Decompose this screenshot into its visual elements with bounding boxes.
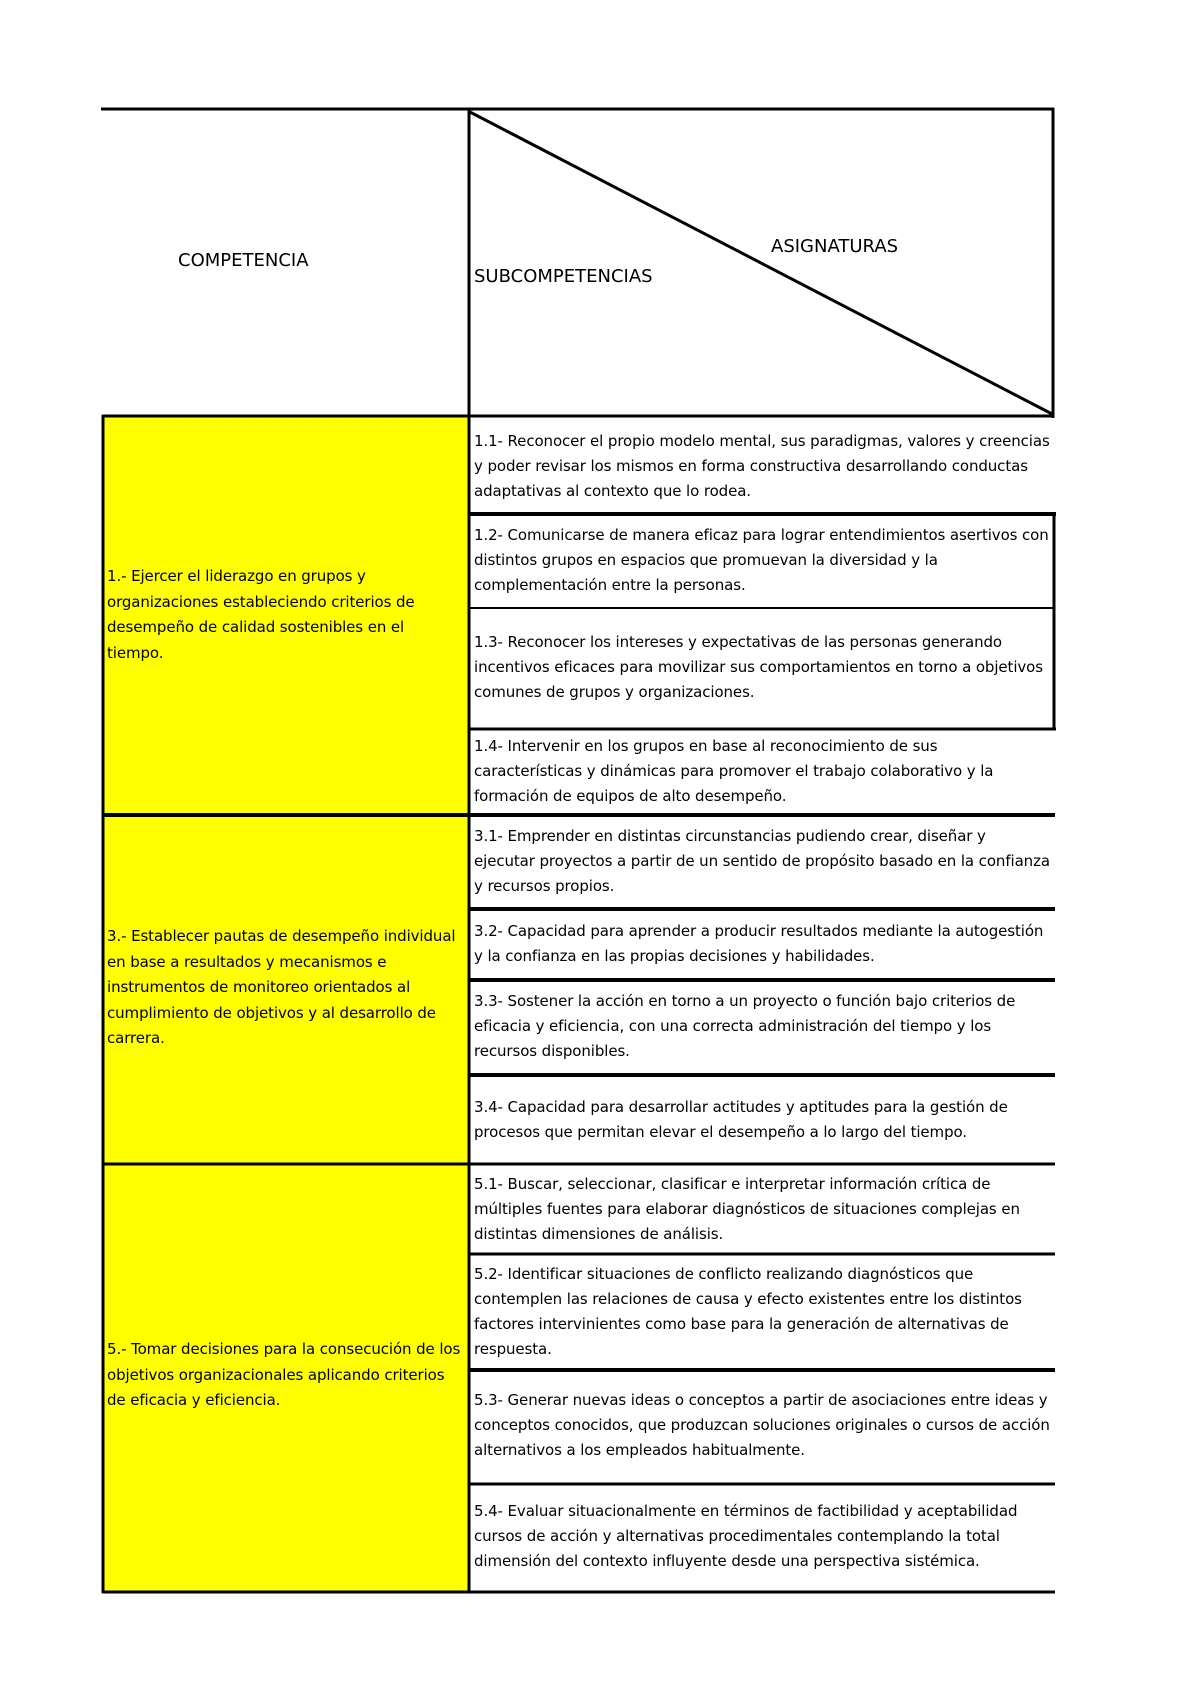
subcompetency-3-3: 3.3- Sostener la acción en torno a un proyecto o función bajo criterios de eficacia y eficiencia, con una correcta administración del tiempo y los recursos disponibles. bbox=[474, 992, 1016, 1060]
subcompetency-3-2: 3.2- Capacidad para aprender a producir resultados mediante la autogestión y la confianza en las propias decisiones y habilidades. bbox=[474, 922, 1044, 965]
header-subcompetencias: SUBCOMPETENCIAS bbox=[474, 266, 653, 287]
subcompetency-5-2: 5.2- Identificar situaciones de conflicto realizando diagnósticos que contemplen las relaciones de causa y efecto existentes entre los distintos factores intervinientes como base para la generación de alternativas de respuesta. bbox=[474, 1265, 1022, 1358]
subcompetency-5-1: 5.1- Buscar, seleccionar, clasificar e interpretar información crítica de múltiples fuentes para elaborar diagnósticos de situaciones complejas en distintas dimensiones de análisis. bbox=[474, 1175, 1020, 1243]
subcompetency-3-1: 3.1- Emprender en distintas circunstancias pudiendo crear, diseñar y ejecutar proyectos a partir de un sentido de propósito basado en la confianza y recursos propios. bbox=[474, 827, 1050, 895]
competency-text-1: 1.- Ejercer el liderazgo en grupos y organizaciones estableciendo criterios de desempeño de calidad sostenibles en el tiempo. bbox=[107, 567, 415, 662]
competency-text-5: 5.- Tomar decisiones para la consecución de los objetivos organizacionales aplicando criterios de eficacia y eficiencia. bbox=[107, 1340, 461, 1409]
header-competencia: COMPETENCIA bbox=[178, 250, 309, 271]
header-asignaturas: ASIGNATURAS bbox=[771, 236, 899, 257]
subcompetency-1-1: 1.1- Reconocer el propio modelo mental, sus paradigmas, valores y creencias y poder revisar los mismos en forma constructiva desarrollando conductas adaptativas al contexto que lo rodea. bbox=[474, 432, 1050, 500]
subcompetency-1-3: 1.3- Reconocer los intereses y expectativas de las personas generando incentivos eficaces para movilizar sus comportamientos en torno a objetivos comunes de grupos y organizaciones. bbox=[474, 633, 1043, 701]
subcompetency-5-3: 5.3- Generar nuevas ideas o conceptos a partir de asociaciones entre ideas y conceptos conocidos, que produzcan soluciones originales o cursos de acción alternativos a los empleados habitualmente. bbox=[474, 1391, 1050, 1459]
subcompetency-3-4: 3.4- Capacidad para desarrollar actitudes y aptitudes para la gestión de procesos que permitan elevar el desempeño a lo largo del tiempo. bbox=[474, 1098, 1008, 1141]
subcompetency-5-4: 5.4- Evaluar situacionalmente en términos de factibilidad y aceptabilidad cursos de acción y alternativas procedimentales contemplando la total dimensión del contexto influyente desde una perspectiva sistémica. bbox=[474, 1502, 1018, 1570]
competency-text-3: 3.- Establecer pautas de desempeño individual en base a resultados y mecanismos e instrumentos de monitoreo orientados al cumplimiento de objetivos y al desarrollo de carrera. bbox=[107, 927, 456, 1047]
subcompetency-1-4: 1.4- Intervenir en los grupos en base al reconocimiento de sus características y dinámicas para promover el trabajo colaborativo y la formación de equipos de alto desempeño. bbox=[474, 737, 994, 805]
subcompetency-1-2: 1.2- Comunicarse de manera eficaz para lograr entendimientos asertivos con distintos grupos en espacios que promuevan la diversidad y la complementación entre la personas. bbox=[474, 526, 1049, 594]
